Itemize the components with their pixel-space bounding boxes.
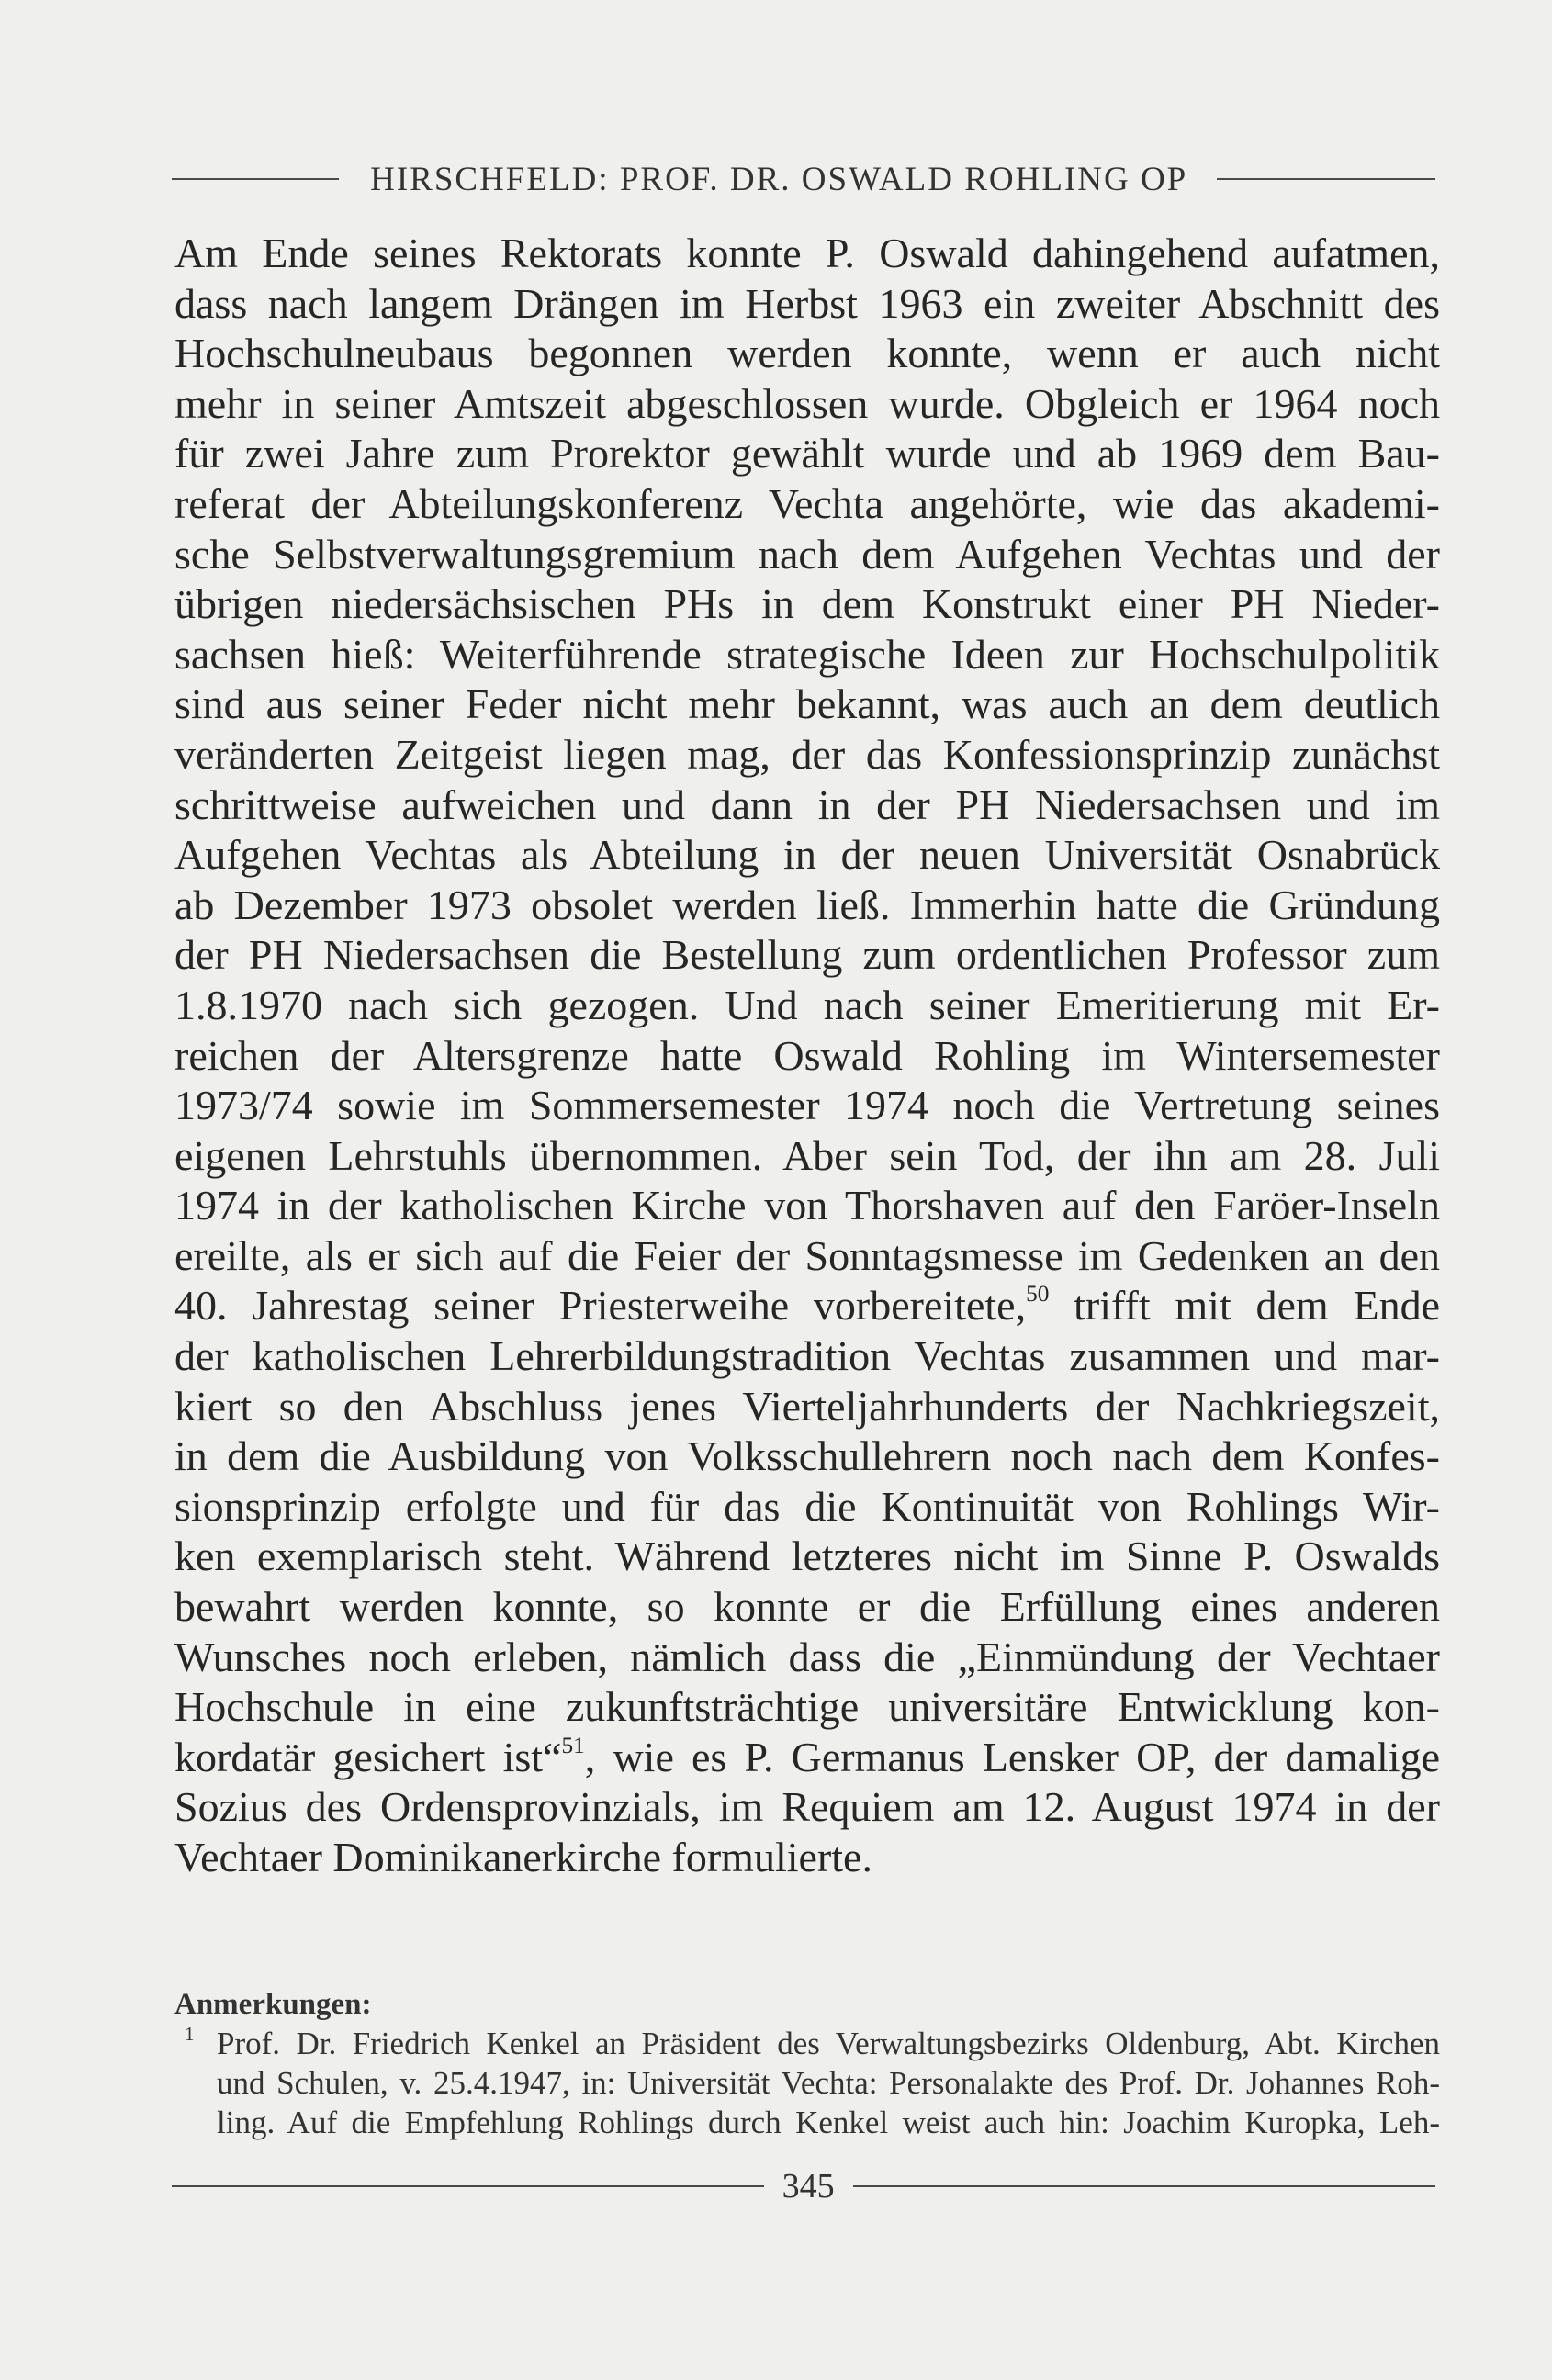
body-line: der katholischen Lehrerbildungstradition Vechtas zusammen und mar- (174, 1332, 1440, 1380)
footer-rule-right (853, 2185, 1435, 2187)
notes-heading: Anmerkungen: (174, 1988, 372, 2021)
body-line-text: 40. Jahrestag seiner Priesterweihe vorbereitete, (174, 1282, 1027, 1330)
body-line: Wunsches noch erleben, nämlich dass die „Einmündung der Vechtaer (174, 1633, 1440, 1680)
body-line: kiert so den Abschluss jenes Vierteljahrhunderts der Nachkriegszeit, (174, 1382, 1440, 1430)
body-line: übrigen niedersächsischen PHs in dem Konstrukt einer PH Nieder- (174, 580, 1440, 628)
footnote-line: ling. Auf die Empfehlung Rohlings durch Kenkel weist auch hin: Joachim Kuropka, Leh- (217, 2105, 1440, 2140)
body-line: sche Selbstverwaltungsgremium nach dem Aufgehen Vechtas und der (174, 530, 1440, 578)
running-head-rule-right (1217, 178, 1435, 180)
running-head-rule-left (172, 178, 339, 180)
body-line: Hochschulneubaus begonnen werden konnte, wenn er auch nicht (174, 330, 1440, 377)
footnote-line: Prof. Dr. Friedrich Kenkel an Präsident des Verwaltungsbezirks Oldenburg, Abt. Kirchen (217, 2026, 1440, 2061)
body-line: mehr in seiner Amtszeit abgeschlossen wurde. Obgleich er 1964 noch (174, 379, 1440, 427)
body-line: Sozius des Ordensprovinzials, im Requiem am 12. August 1974 in der (174, 1783, 1440, 1831)
footnote-reference: 51 (561, 1732, 585, 1758)
body-line: ken exemplarisch steht. Während letzteres nicht im Sinne P. Oswalds (174, 1532, 1440, 1580)
body-line: der PH Niedersachsen die Bestellung zum ordentlichen Professor zum (174, 931, 1440, 979)
body-line: für zwei Jahre zum Prorektor gewählt wurde und ab 1969 dem Bau- (174, 430, 1440, 477)
page-number: 345 (782, 2167, 835, 2206)
body-text (174, 229, 1440, 1883)
page-footer (172, 2163, 1435, 2209)
running-head-text: HIRSCHFELD: PROF. DR. OSWALD ROHLING OP (370, 160, 1188, 198)
body-line: Am Ende seines Rektorats konnte P. Oswald dahingehend aufatmen, (174, 230, 1440, 276)
body-line-text: kordatär gesichert ist“ (174, 1733, 562, 1780)
body-line: Vechtaer Dominikanerkirche formulierte. (174, 1834, 872, 1880)
body-line (174, 1733, 1440, 1783)
body-line: dass nach langem Drängen im Herbst 1963 ein zweiter Abschnitt des (174, 279, 1440, 327)
body-line: Aufgehen Vechtas als Abteilung in der neuen Universität Osnabrück (174, 831, 1440, 879)
body-line: bewahrt werden konnte, so konnte er die Erfüllung eines anderen (174, 1583, 1440, 1631)
body-line: sionsprinzip erfolgte und für das die Kontinuität von Rohlings Wir- (174, 1482, 1440, 1530)
body-line: sachsen hieß: Weiterführende strategische Ideen zur Hochschulpolitik (174, 630, 1440, 678)
body-line: ereilte, als er sich auf die Feier der Sonntagsmesse im Gedenken an den (174, 1231, 1440, 1279)
body-line-text: trifft mit dem Ende (1049, 1282, 1440, 1330)
body-line: Hochschule in eine zukunftsträchtige universitäre Entwicklung kon- (174, 1683, 1440, 1731)
body-line: 1.8.1970 nach sich gezogen. Und nach seiner Emeritierung mit Er- (174, 981, 1440, 1028)
body-line: schrittweise aufweichen und dann in der PH Niedersachsen und im (174, 780, 1440, 828)
body-line: sind aus seiner Feder nicht mehr bekannt, was auch an dem deutlich (174, 680, 1440, 728)
body-line: referat der Abteilungskonferenz Vechta angehörte, wie das akademi- (174, 479, 1440, 527)
running-head (172, 156, 1435, 202)
body-line: reichen der Altersgrenze hatte Oswald Rohling im Wintersemester (174, 1031, 1440, 1079)
body-line: ab Dezember 1973 obsolet werden ließ. Immerhin hatte die Gründung (174, 881, 1440, 928)
body-line: 1973/74 sowie im Sommersemester 1974 noch die Vertretung seines (174, 1082, 1440, 1129)
body-line: veränderten Zeitgeist liegen mag, der das Konfessionsprinzip zunächst (174, 730, 1440, 778)
footnote-reference: 50 (1026, 1281, 1050, 1308)
body-line-text: , wie es P. Germanus Lensker OP, der damalige (584, 1733, 1440, 1780)
footnote-line: und Schulen, v. 25.4.1947, in: Universität Vechta: Personalakte des Prof. Dr. Johannes Roh- (217, 2065, 1440, 2101)
footnote-number: 1 (185, 2023, 195, 2045)
body-line: 1974 in der katholischen Kirche von Thorshaven auf den Faröer-Inseln (174, 1182, 1440, 1229)
footer-rule-left (172, 2185, 764, 2187)
body-line (174, 1281, 1440, 1331)
footnote-text (217, 2024, 1440, 2142)
body-line: in dem die Ausbildung von Volksschullehrern noch nach dem Konfes- (174, 1432, 1440, 1480)
body-line: eigenen Lehrstuhls übernommen. Aber sein Tod, der ihn am 28. Juli (174, 1131, 1440, 1179)
